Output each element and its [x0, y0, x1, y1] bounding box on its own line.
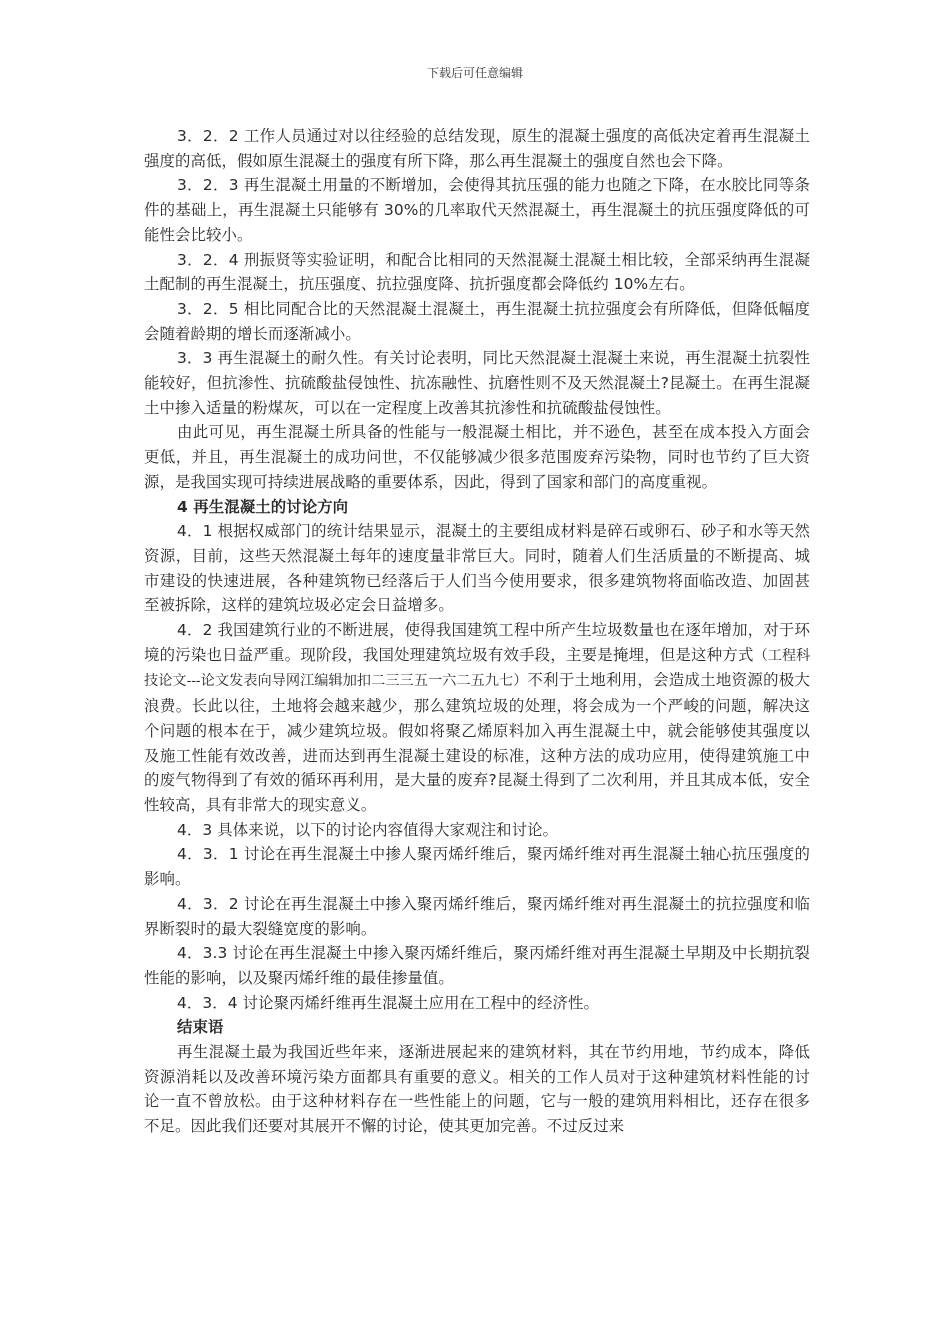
paragraph-4-3: 4．3 具体来说，以下的讨论内容值得大家观注和讨论。 — [177, 820, 559, 839]
paragraph-4-3-1: 4．3．1 讨论在再生混凝土中掺人聚丙烯纤维后，聚丙烯纤维对再生混凝土轴心抗压强度的影响。 — [144, 845, 810, 889]
section-heading-conclusion: 结束语 — [177, 1018, 224, 1037]
paragraph-conclusion: 再生混凝土最为我国近些年来，逐渐进展起来的建筑材料，其在节约用地，节约成本，降低资源消耗以及改善环境污染方面都具有重要的意义。相关的工作人员对于这种建筑材料性能的讨论一直不曾放松。由于这种材料存在一些性能上的问题，它与一般的建筑用料相比，还存在很多不足。因此我们还要对其展开不懈的讨论，使其更加完善。不过反过来 — [144, 1043, 810, 1136]
paragraph-3-2-5: 3．2．5 相比同配合比的天然混凝土混凝土，再生混凝土抗拉强度会有所降低，但降低幅度会随着龄期的增长而逐渐减小。 — [144, 299, 810, 343]
section-heading-4: 4 再生混凝土的讨论方向 — [177, 497, 349, 516]
paragraph-3-2-2: 3．2．2 工作人员通过对以往经验的总结发现，原生的混凝土强度的高低决定着再生混凝土强度的高低，假如原生混凝土的强度有所下降，那么再生混凝土的强度自然也会下降。 — [144, 127, 810, 170]
paragraph-4-1: 4．1 根据权威部门的统计结果显示，混凝土的主要组成材料是碎石或卵石、砂子和水等天然资源，目前，这些天然混凝土每年的速度量非常巨大。同时，随着人们生活质量的不断提高、城市建设的快速进展，各种建筑物已经落后于人们当今使用要求，很多建筑物将面临改造、加固甚至被拆除，这样的建筑垃圾必定会日益增多。 — [144, 522, 810, 615]
paragraph-3-2-4: 3．2．4 刑振贤等实验证明，和配合比相同的天然混凝土混凝土相比较，全部采纳再生混凝土配制的再生混凝土，抗压强度、抗拉强度降、抗折强度都会降低约 10%左右。 — [144, 250, 810, 294]
paragraph-3-3: 3．3 再生混凝土的耐久性。有关讨论表明，同比天然混凝土混凝土来说，再生混凝土抗裂性能较好，但抗渗性、抗硫酸盐侵蚀性、抗冻融性、抗磨性则不及天然混凝土?昆凝土。在再生混凝土中掺入适量的粉煤灰，可以在一定程度上改善其抗渗性和抗硫酸盐侵蚀性。 — [144, 349, 810, 417]
paragraph-4-3-4: 4．3．4 讨论聚丙烯纤维再生混凝土应用在工程中的经济性。 — [177, 993, 599, 1012]
document-body — [144, 124, 810, 1139]
page-header: 下载后可任意编辑 — [426, 66, 523, 80]
paragraph-4-2 — [144, 618, 810, 818]
paragraph-4-2-text-end: 不利于土地利用，会造成土地资源的极大浪费。长此以往，土地将会越来越少，那么建筑垃圾的处理，将会成为一个严峻的问题，解决这个问题的根本在于，减少建筑垃圾。假如将聚乙烯原料加入再生混凝土中，就会能够使其强度以及施工性能有效改善，进而达到再生混凝土建设的标准，这种方法的成功应用，使得建筑施工中的废气物得到了有效的循环再利用，是大量的废弃?昆凝土得到了二次利用，并且其成本低，安全性较高，具有非常大的现实意义。 — [144, 671, 810, 814]
paragraph-4-2-text-start: 4．2 我国建筑行业的不断进展，使得我国建筑工程中所产生垃圾数量也在逐年增加，对于环境的污染也日益严重。现阶段，我国处理建筑垃圾有效手段，主要是掩埋，但是这种方式 — [144, 621, 810, 664]
paragraph-3-2-3: 3．2．3 再生混凝土用量的不断增加，会使得其抗压强的能力也随之下降，在水胶比同等条件的基础上，再生混凝土只能够有 30%的几率取代天然混凝土，再生混凝土的抗压强度降低的可能性会比较小。 — [144, 176, 810, 244]
paragraph-4-3-2: 4．3．2 讨论在再生混凝土中掺入聚丙烯纤维后，聚丙烯纤维对再生混凝土的抗拉强度和临界断裂时的最大裂缝宽度的影响。 — [144, 894, 810, 938]
paragraph-4-2-inserted-note: （工程科技论文---论文发表向导网江编辑加扣二三三五一六二五九七） — [144, 647, 810, 690]
paragraph-summary: 由此可见，再生混凝土所具备的性能与一般混凝土相比，并不逊色，甚至在成本投入方面会更低，并且，再生混凝土的成功问世，不仅能够减少很多范围废弃污染物，同时也节约了巨大资源，是我国实现可持续进展战略的重要体系，因此，得到了国家和部门的高度重视。 — [144, 423, 810, 491]
paragraph-4-3-3: 4．3.3 讨论在再生混凝土中掺入聚丙烯纤维后，聚丙烯纤维对再生混凝土早期及中长期抗裂性能的影响，以及聚丙烯纤维的最佳掺量值。 — [144, 944, 810, 987]
